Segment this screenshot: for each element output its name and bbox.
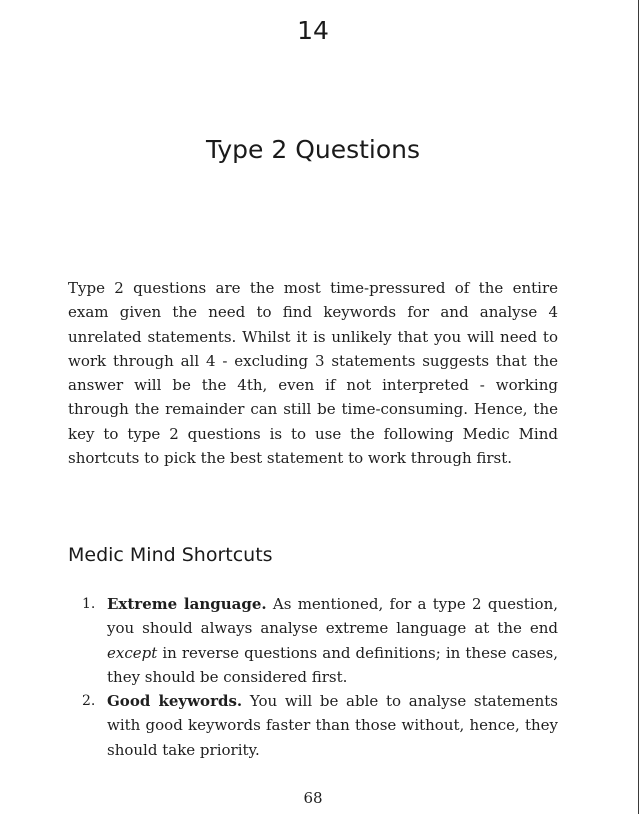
list-item <box>68 592 558 689</box>
page-number: 68 <box>303 789 323 807</box>
chapter-title: Type 2 Questions <box>205 135 421 164</box>
list-item-emphasis: except <box>107 643 158 662</box>
intro-paragraph: Type 2 questions are the most time-pressured of the entire exam given the need to find keywords for and analyse 4 unrelated statements. Whilst it is unlikely that you will need to work through all 4 - excluding 3 statements suggests that the answer will be the 4th, even if not interpreted - working through the remainder can still be time-consuming. Hence, the key to type 2 questions is to use the following Medic Mind shortcuts to pick the best statement to work through first. <box>68 279 558 468</box>
list-item-title: Good keywords. <box>107 692 243 711</box>
list-item-text: You will be able to analyse statements with good keywords faster than those without, hence, they should take priority. <box>107 692 558 759</box>
list-item-title: Extreme language. <box>107 595 267 613</box>
shortcut-list <box>68 592 558 762</box>
list-item <box>68 689 558 762</box>
list-item-number: 1. <box>82 596 96 612</box>
list-item-text-end: in reverse questions and definitions; in these cases, they should be considered first. <box>107 643 558 686</box>
list-item-text: As mentioned, for a type 2 question, you should always analyse extreme language at the end <box>107 595 558 638</box>
list-item-number: 2. <box>82 693 96 710</box>
chapter-number: 14 <box>297 16 329 45</box>
section-heading: Medic Mind Shortcuts <box>68 544 273 566</box>
